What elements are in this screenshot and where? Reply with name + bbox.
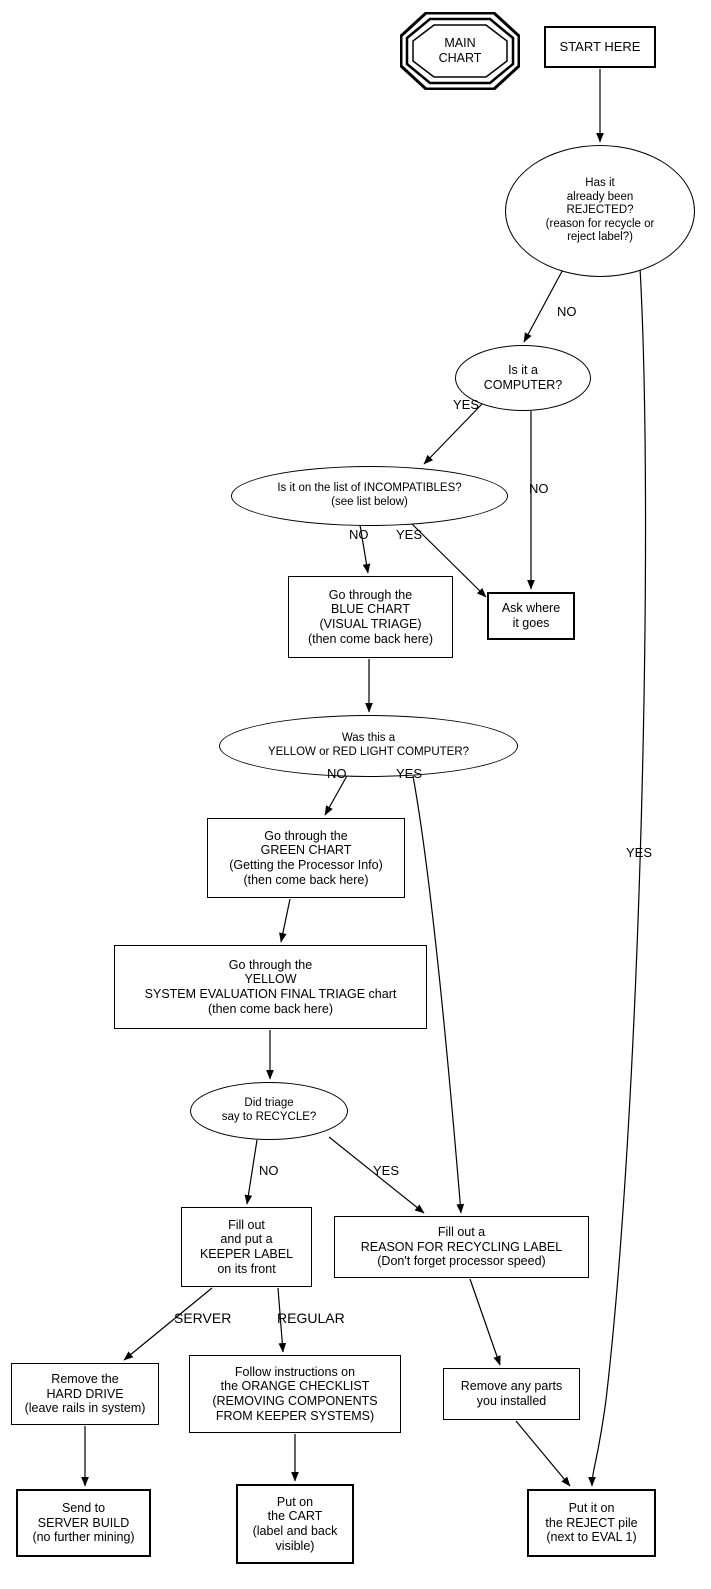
node-label-group (208, 829, 404, 888)
node-line: KEEPER LABEL (199, 1247, 294, 1261)
node-line: GREEN CHART (260, 843, 352, 858)
node-line: CHART (438, 51, 482, 65)
edge-label-yes-incompatibles: YES (396, 527, 423, 542)
node-line: HARD DRIVE (46, 1386, 124, 1401)
node-yellow-or-red-light (219, 715, 518, 777)
node-label-group (444, 1379, 579, 1409)
node-line: Go through the (328, 587, 413, 602)
node-label-group (190, 1365, 400, 1424)
node-label-group (529, 1501, 654, 1545)
node-line: Send to (61, 1500, 106, 1515)
node-label-group (400, 36, 520, 66)
node-keeper-label (181, 1207, 312, 1287)
node-ask-where-it-goes (487, 592, 575, 640)
edge-label-no-recycle: NO (259, 1163, 279, 1178)
node-blue-chart (288, 576, 453, 658)
node-already-rejected (505, 145, 695, 277)
node-line: Has it (585, 177, 615, 190)
edge-label-no-computer: NO (529, 481, 549, 496)
node-line: say to RECYCLE? (221, 1111, 317, 1123)
node-line: (REMOVING COMPONENTS (212, 1394, 378, 1408)
node-incompatibles-list (231, 466, 508, 526)
node-line: (Getting the Processor Info) (229, 858, 383, 872)
node-line: Remove any parts (460, 1379, 563, 1394)
node-line: the REJECT pile (545, 1515, 638, 1530)
node-line: (leave rails in system) (24, 1401, 146, 1416)
node-line: Put it on (568, 1500, 615, 1515)
node-line: the ORANGE CHECKLIST (220, 1379, 370, 1394)
node-line: (then come back here) (307, 631, 434, 646)
edge-label-yes-rejected: YES (626, 845, 653, 860)
node-label-group (546, 39, 654, 54)
node-line: Was this a (341, 732, 396, 745)
node-line: (VISUAL TRIAGE) (319, 617, 422, 631)
node-label-group (191, 1097, 347, 1124)
node-line: Remove the (51, 1371, 119, 1386)
node-line: SERVER BUILD (37, 1515, 130, 1530)
node-line: Fill out a (437, 1224, 486, 1239)
node-line: YELLOW or RED LIGHT COMPUTER? (267, 746, 470, 758)
node-line: MAIN (444, 36, 476, 51)
edge-label-yes-recycle: YES (373, 1163, 400, 1178)
node-yellow-system-evaluation (114, 945, 427, 1029)
node-start-here (544, 26, 656, 68)
node-line: (see list below) (331, 496, 408, 508)
node-line: YELLOW (244, 972, 297, 987)
node-line: visible) (275, 1538, 315, 1553)
node-line: (Don't forget processor speed) (377, 1254, 546, 1269)
node-line: Is it on the list of INCOMPATIBLES? (277, 482, 462, 495)
edge-label-server: SERVER (174, 1310, 232, 1326)
node-green-chart (207, 818, 405, 898)
node-line: on its front (217, 1261, 276, 1276)
node-remove-hard-drive (11, 1363, 159, 1425)
node-label-group (456, 363, 590, 393)
edge-label-regular: REGULAR (277, 1310, 345, 1326)
node-line: FROM KEEPER SYSTEMS) (215, 1408, 375, 1423)
node-label-group (506, 177, 694, 245)
node-line: COMPUTER? (483, 378, 563, 392)
node-line: Follow instructions on (234, 1364, 356, 1379)
node-label-group (220, 732, 517, 759)
node-line: Go through the (228, 957, 313, 972)
node-line: the CART (267, 1509, 323, 1524)
node-label-group (232, 482, 507, 509)
node-line: reject label?) (567, 231, 633, 244)
node-put-on-reject-pile (527, 1489, 656, 1557)
node-reason-for-recycling-label (334, 1216, 589, 1278)
node-line: (reason for recycle or (545, 217, 655, 230)
edge-label-yes-light: YES (396, 766, 423, 781)
node-main-chart-badge (400, 12, 520, 90)
node-line: (then come back here) (207, 1001, 334, 1016)
edge-label-no-rejected: NO (557, 304, 577, 319)
node-remove-installed-parts (443, 1368, 580, 1420)
node-line: it goes (512, 616, 550, 630)
node-label-group (238, 1495, 352, 1554)
edge-label-yes-computer: YES (453, 397, 480, 412)
node-line: Is it a (508, 363, 538, 378)
node-label-group (489, 601, 573, 631)
node-line: Did triage (244, 1097, 294, 1110)
node-line: REASON FOR RECYCLING LABEL (360, 1239, 563, 1254)
node-orange-checklist (189, 1355, 401, 1433)
node-line: and put a (220, 1232, 273, 1247)
node-line: (label and back (252, 1524, 338, 1538)
node-line: BLUE CHART (331, 602, 410, 617)
node-label-group (335, 1225, 588, 1269)
node-line: (no further mining) (32, 1530, 135, 1545)
node-line: (then come back here) (243, 872, 369, 887)
node-line: Put on (276, 1494, 314, 1509)
node-line: START HERE (559, 39, 641, 55)
edge-label-no-incompatibles: NO (349, 527, 369, 542)
node-label-group (289, 588, 452, 647)
node-line: Ask where (501, 601, 561, 616)
node-put-on-cart (236, 1484, 354, 1564)
node-line: SYSTEM EVALUATION FINAL TRIAGE chart (144, 987, 397, 1001)
node-line: REJECTED? (566, 204, 634, 217)
node-line: you installed (476, 1394, 547, 1408)
node-line: Go through the (264, 828, 348, 843)
node-label-group (12, 1372, 158, 1416)
node-label-group (18, 1501, 149, 1545)
node-send-to-server-build (16, 1489, 151, 1557)
node-line: already been (566, 190, 634, 203)
node-line: Fill out (228, 1217, 265, 1232)
edge-label-no-light: NO (327, 766, 347, 781)
node-label-group (182, 1218, 311, 1277)
node-label-group (115, 958, 426, 1017)
node-did-triage-say-recycle (190, 1082, 348, 1140)
node-line: (next to EVAL 1) (546, 1530, 637, 1545)
